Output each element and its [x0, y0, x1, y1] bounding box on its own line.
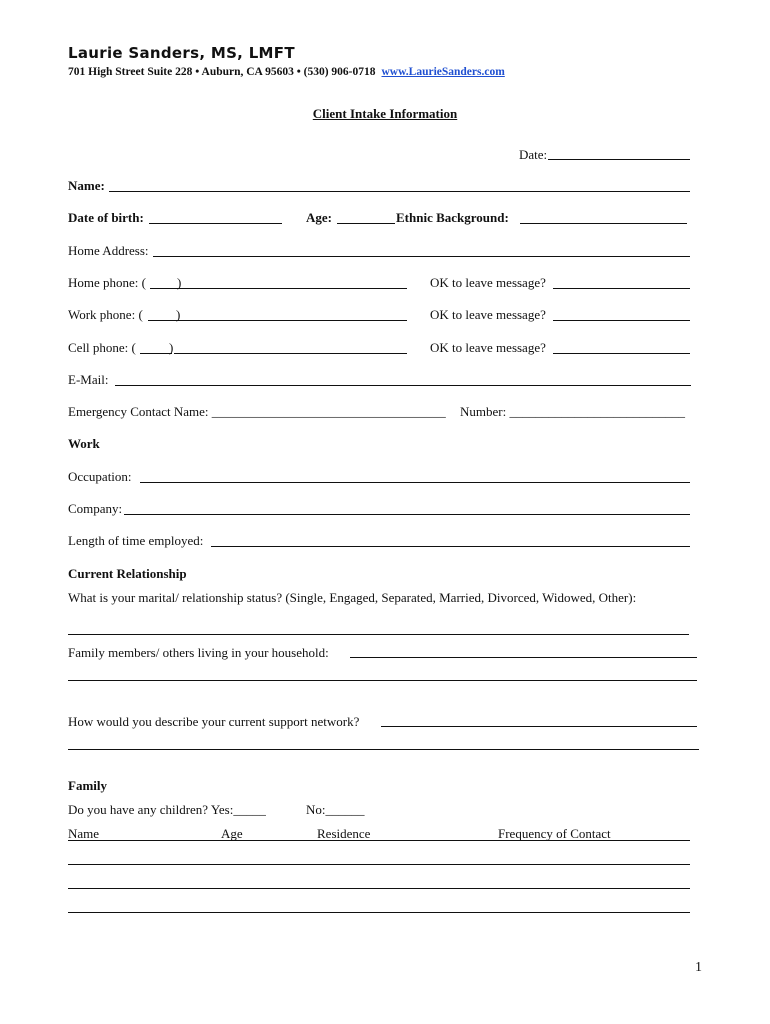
dob-field[interactable]	[149, 223, 282, 224]
email-field-continued[interactable]	[408, 385, 691, 386]
paren-close: )	[169, 340, 174, 355]
children-no-label: No:______	[306, 802, 365, 817]
email-field[interactable]	[115, 385, 408, 386]
address-text: 701 High Street Suite 228 • Auburn, CA 95603 • (530) 906-0718	[68, 66, 376, 78]
occupation-label: Occupation:	[68, 469, 132, 484]
ethnic-field[interactable]	[520, 223, 687, 224]
home-address-label: Home Address:	[68, 243, 149, 258]
work-heading: Work	[68, 436, 100, 451]
length-employed-label: Length of time employed:	[68, 533, 204, 548]
company-field[interactable]	[124, 514, 690, 515]
ethnic-label: Ethnic Background:	[396, 210, 509, 225]
column-header-age: Age	[221, 826, 243, 841]
home-phone-field[interactable]	[182, 288, 407, 289]
child-row-2-field[interactable]	[68, 888, 690, 889]
work-ok-message-label: OK to leave message?	[430, 307, 546, 322]
support-network-field-continued[interactable]	[68, 749, 699, 750]
work-ok-message-field[interactable]	[553, 320, 690, 321]
column-header-frequency: Frequency of Contact	[498, 826, 611, 841]
website-link[interactable]: www.LaurieSanders.com	[381, 66, 505, 78]
occupation-field[interactable]	[140, 482, 690, 483]
paren-close: )	[177, 275, 182, 290]
home-ok-message-field[interactable]	[553, 288, 690, 289]
support-network-field[interactable]	[381, 726, 697, 727]
cell-ok-message-field[interactable]	[553, 353, 690, 354]
form-title: Client Intake Information	[312, 106, 458, 121]
column-header-name: Name	[68, 826, 100, 841]
date-label: Date:	[519, 147, 548, 162]
household-field-continued[interactable]	[68, 680, 697, 681]
home-address-field[interactable]	[153, 256, 690, 257]
marital-status-field[interactable]	[68, 634, 689, 635]
work-phone-label: Work phone: (	[68, 307, 143, 322]
household-field[interactable]	[350, 657, 697, 658]
cell-phone-area-field[interactable]	[140, 353, 172, 354]
age-field[interactable]	[337, 223, 395, 224]
cell-phone-label: Cell phone: (	[68, 340, 136, 355]
name-label: Name:	[68, 178, 105, 193]
page-number: 1	[695, 960, 702, 975]
home-ok-message-label: OK to leave message?	[430, 275, 546, 290]
practitioner-name: Laurie Sanders, MS, LMFT	[68, 44, 295, 62]
date-field[interactable]	[548, 159, 690, 160]
practice-address	[68, 66, 505, 78]
email-label: E-Mail:	[68, 372, 109, 387]
child-row-3-field[interactable]	[68, 912, 690, 913]
family-heading: Family	[68, 778, 107, 793]
paren-close: )	[176, 307, 181, 322]
age-label: Age:	[306, 210, 332, 225]
cell-ok-message-label: OK to leave message?	[430, 340, 546, 355]
emergency-contact-label: Emergency Contact Name: ____________________________________	[68, 404, 446, 419]
table-header-underline	[68, 840, 690, 841]
child-row-1-field[interactable]	[68, 864, 690, 865]
support-network-label: How would you describe your current support network?	[68, 714, 360, 729]
household-label: Family members/ others living in your household:	[68, 645, 329, 660]
marital-status-question: What is your marital/ relationship status? (Single, Engaged, Separated, Married, Divorced, Widowed, Other):	[68, 590, 637, 605]
column-header-residence: Residence	[317, 826, 371, 841]
relationship-heading: Current Relationship	[68, 566, 187, 581]
home-phone-label: Home phone: (	[68, 275, 146, 290]
work-phone-field[interactable]	[180, 320, 407, 321]
emergency-number-label: Number: ___________________________	[460, 404, 685, 419]
company-label: Company:	[68, 501, 123, 516]
length-employed-field[interactable]	[211, 546, 690, 547]
name-field[interactable]	[109, 191, 690, 192]
dob-label: Date of birth:	[68, 210, 144, 225]
children-question: Do you have any children? Yes:_____	[68, 802, 266, 817]
cell-phone-field[interactable]	[174, 353, 407, 354]
